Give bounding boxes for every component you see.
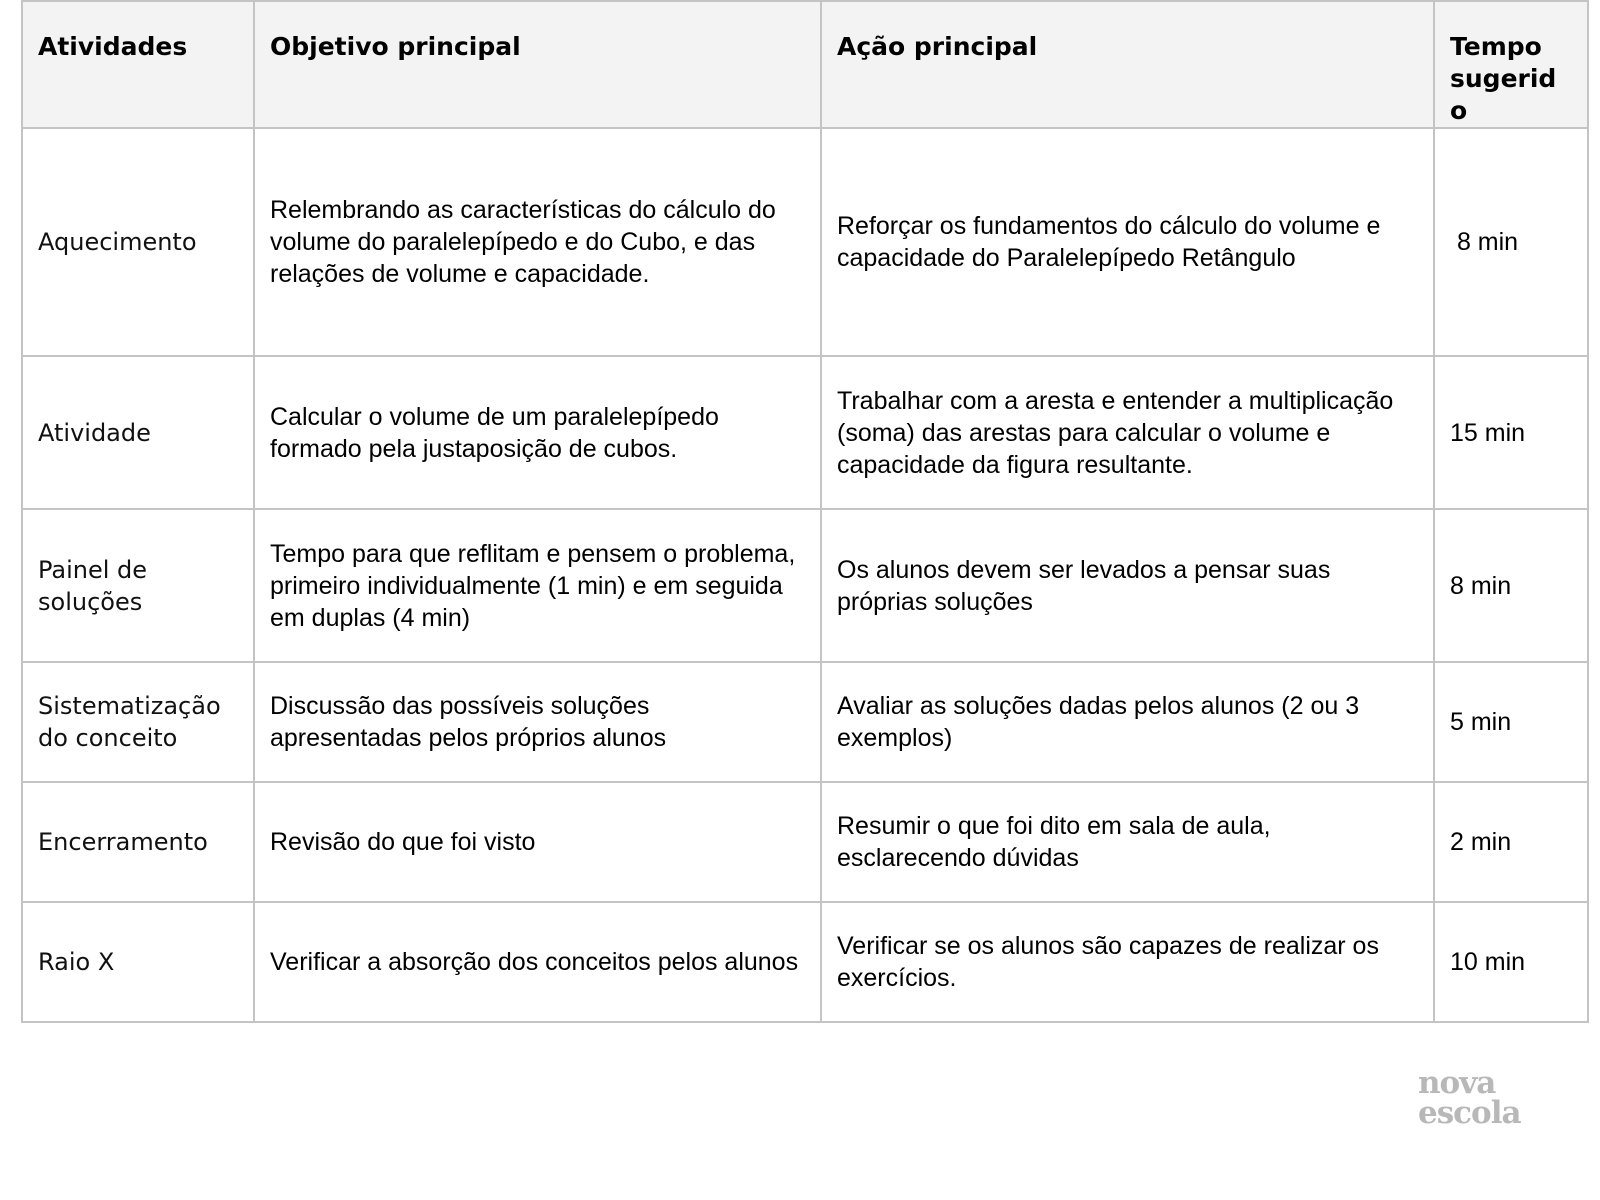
objective-cell: Calcular o volume de um paralelepípedo formado pela justaposição de cubos. [254, 356, 821, 509]
action-cell: Os alunos devem ser levados a pensar suas próprias soluções [821, 509, 1434, 662]
header-row [22, 1, 1588, 128]
table-row [22, 356, 1588, 509]
nova-escola-logo [1418, 1065, 1521, 1131]
objective-cell: Relembrando as características do cálculo do volume do paralelepípedo e do Cubo, e das relações de volume e capacidade. [254, 128, 821, 356]
time-cell: 8 min [1434, 509, 1588, 662]
activity-cell: Atividade [22, 356, 254, 509]
objective-cell: Tempo para que reflitam e pensem o problema, primeiro individualmente (1 min) e em seguida em duplas (4 min) [254, 509, 821, 662]
table-row [22, 902, 1588, 1022]
activity-cell: Raio X [22, 902, 254, 1022]
action-cell: Verificar se os alunos são capazes de realizar os exercícios. [821, 902, 1434, 1022]
action-cell: Resumir o que foi dito em sala de aula, esclarecendo dúvidas [821, 782, 1434, 902]
objective-cell: Revisão do que foi visto [254, 782, 821, 902]
action-cell: Reforçar os fundamentos do cálculo do volume e capacidade do Paralelepípedo Retângulo [821, 128, 1434, 356]
time-cell: 15 min [1434, 356, 1588, 509]
header-suggested-time: Tempo sugerido [1434, 1, 1588, 128]
table-row [22, 782, 1588, 902]
header-activities: Atividades [22, 1, 254, 128]
activity-cell: Encerramento [22, 782, 254, 902]
table-row [22, 509, 1588, 662]
time-cell: 8 min [1434, 128, 1588, 356]
time-cell: 2 min [1434, 782, 1588, 902]
logo-line-escola: escola [1418, 1095, 1521, 1131]
activity-cell: Aquecimento [22, 128, 254, 356]
table-row [22, 662, 1588, 782]
lesson-plan-table [21, 0, 1589, 1023]
table-row [22, 128, 1588, 356]
header-main-objective: Objetivo principal [254, 1, 821, 128]
time-cell: 10 min [1434, 902, 1588, 1022]
objective-cell: Verificar a absorção dos conceitos pelos alunos [254, 902, 821, 1022]
header-main-action: Ação principal [821, 1, 1434, 128]
action-cell: Avaliar as soluções dadas pelos alunos (2 ou 3 exemplos) [821, 662, 1434, 782]
table-body [22, 128, 1588, 1022]
time-cell: 5 min [1434, 662, 1588, 782]
table-header [22, 1, 1588, 128]
objective-cell: Discussão das possíveis soluções apresentadas pelos próprios alunos [254, 662, 821, 782]
activity-cell: Painel de soluções [22, 509, 254, 662]
logo-line-nova: nova [1418, 1065, 1496, 1101]
action-cell: Trabalhar com a aresta e entender a multiplicação (soma) das arestas para calcular o volume e capacidade da figura resultante. [821, 356, 1434, 509]
activity-cell: Sistematização do conceito [22, 662, 254, 782]
